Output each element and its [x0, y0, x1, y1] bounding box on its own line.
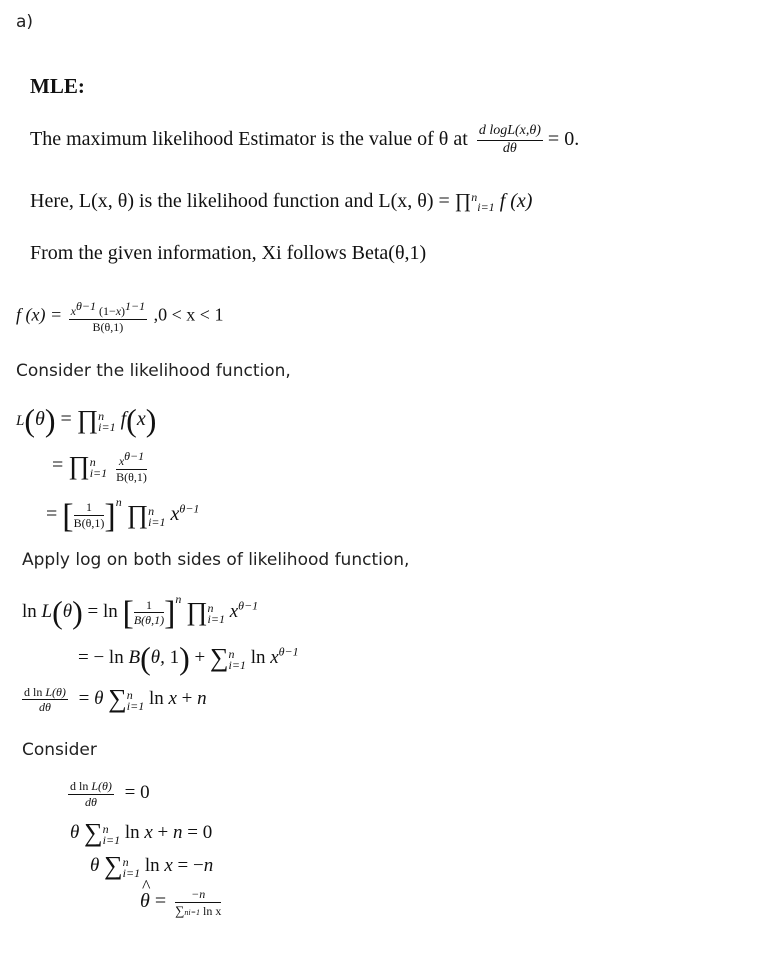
- likelihood-line-3: = [ $\frac{1}{B(\theta,1)}$ ]$^n$ ∏ n i=1 $x^{\theta-1}$: [46, 495, 200, 535]
- consider-text: Consider: [22, 740, 97, 760]
- mle-deriv-den: dθ: [502, 140, 517, 156]
- mle-statement-line: [30, 124, 579, 156]
- solve-line-2: θ ∑ n i=1 ln x + n = 0: [70, 818, 213, 847]
- density-support: ,0 < x < 1: [153, 304, 224, 325]
- theta-hat-num: −n: [175, 888, 221, 903]
- mle-deriv-num: d logL(x,θ): [477, 124, 543, 141]
- apply-log-text: Apply log on both sides of likelihood function,: [22, 550, 410, 570]
- theta-hat-estimator: ^ θ = $\frac{-n}{\text{∑ni=1 ln x}}$: [140, 888, 221, 917]
- log-line-1: ln L(θ) = ln [ $\frac{1}{B(\theta,1)}$ ]$^n$ ∏ n i=1 $x^{\theta-1}$: [22, 592, 259, 632]
- theta-hat-den: ln x: [203, 903, 222, 918]
- log-line-2: = − ln B(θ, 1) + ∑ n i=1 $\ln x^{\theta-1}$: [78, 640, 299, 676]
- density-equation: [16, 300, 223, 333]
- density-num: $x^{\theta-1}$ $(1-x)^{1-1}$: [70, 299, 146, 318]
- density-fraction: [69, 300, 148, 333]
- mle-statement: The maximum likelihood Estimator is the value of θ at: [30, 127, 468, 150]
- likelihood-line-2: = ∏ n i=1 $\frac{x^{\theta-1}}{B(\theta,1)}$: [52, 449, 147, 484]
- solve-line-1: $\frac{\text{d ln L(θ)}}{d\theta}$ = 0: [70, 779, 150, 809]
- density-lhs: f (x) =: [16, 304, 63, 325]
- likelihood-product-limits: ni=1: [471, 190, 495, 214]
- likelihood-tail: f (x): [499, 190, 533, 212]
- log-derivative-line: $\frac{\text{d ln L(θ)}}{d\theta}$ = θ ∑ n i=1 ln x + n: [24, 684, 207, 715]
- density-den: B(θ,1): [92, 319, 124, 334]
- given-info: From the given information, Xi follows Beta(θ,1): [30, 242, 427, 264]
- consider-likelihood: Consider the likelihood function,: [16, 361, 291, 381]
- part-label: a): [16, 12, 34, 32]
- likelihood-line-1: L(θ) = ∏ n i=1 f(x): [16, 402, 157, 438]
- mle-heading: MLE:: [30, 74, 85, 98]
- solve-line-3: θ ∑ n i=1 ln x = −n: [90, 851, 214, 880]
- likelihood-definition: [30, 190, 532, 215]
- mle-eq-zero: = 0.: [547, 127, 580, 150]
- likelihood-intro: Here, L(x, θ) is the likelihood function and L(x, θ) = ∏: [30, 190, 472, 212]
- mle-derivative-fraction: [477, 124, 543, 156]
